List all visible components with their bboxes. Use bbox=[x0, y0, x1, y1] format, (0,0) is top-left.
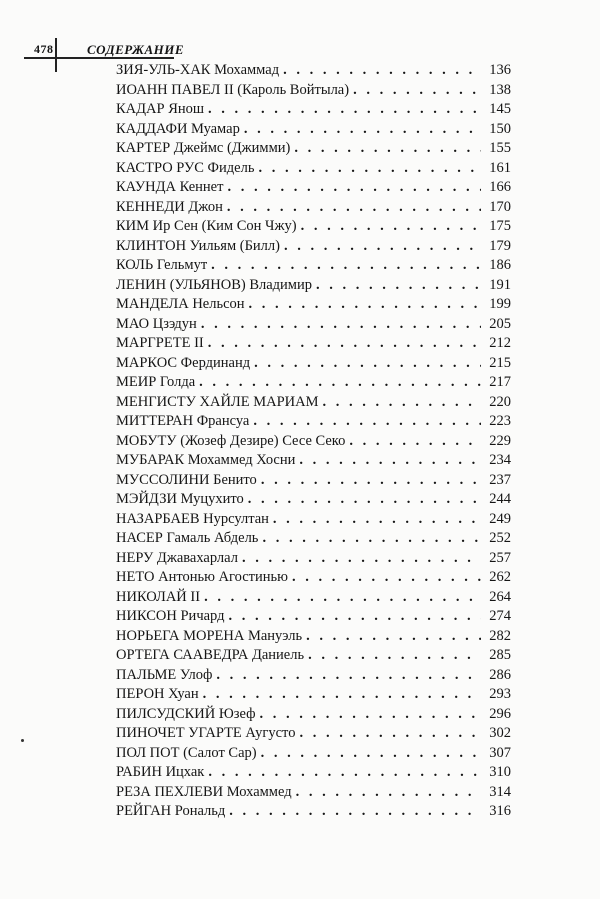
toc-entry[interactable] bbox=[116, 81, 511, 101]
toc-entry[interactable] bbox=[116, 802, 511, 822]
toc-entry-title: ПОЛ ПОТ (Салот Сар) bbox=[116, 744, 257, 761]
toc-entry-title: КЕННЕДИ Джон bbox=[116, 198, 223, 215]
toc-entry-page: 293 bbox=[489, 686, 511, 702]
dot-leader bbox=[208, 763, 481, 783]
toc-entry-title: НОРЬЕГА МОРЕНА Мануэль bbox=[116, 627, 303, 644]
toc-entry-page: 161 bbox=[489, 159, 511, 176]
toc-entry-page: 138 bbox=[489, 81, 511, 98]
toc-entry-title: НИКСОН Ричард bbox=[116, 608, 225, 624]
toc-entry-page: 223 bbox=[489, 413, 511, 429]
dot-leader bbox=[211, 256, 481, 276]
dot-leader bbox=[353, 81, 481, 101]
toc-entry-page: 175 bbox=[489, 218, 511, 234]
toc-entry-page: 150 bbox=[489, 120, 511, 137]
dot-leader bbox=[208, 100, 481, 120]
toc-entry-title: МУССОЛИНИ Бенито bbox=[116, 471, 257, 488]
toc-entry-title: МОБУТУ (Жозеф Дезире) Сесе Секо bbox=[116, 432, 346, 449]
toc-entry-title: ПАЛЬМЕ Улоф bbox=[116, 666, 213, 683]
toc-entry-page: 314 bbox=[489, 783, 511, 800]
toc-entry[interactable] bbox=[116, 393, 511, 413]
toc-entry-title: НАСЕР Гамаль Абдель bbox=[116, 530, 259, 546]
toc-entry-page: 186 bbox=[489, 257, 511, 273]
toc-entry[interactable] bbox=[116, 217, 511, 237]
toc-entry-title: РАБИН Ицхак bbox=[116, 764, 205, 780]
page-number: 478 bbox=[34, 42, 54, 56]
toc-entry-page: 234 bbox=[489, 452, 511, 468]
toc-entry-title: МАО Цзэдун bbox=[116, 315, 197, 332]
dot-leader bbox=[216, 666, 481, 686]
dot-leader bbox=[228, 607, 481, 627]
toc-entry-page: 285 bbox=[489, 647, 511, 663]
toc-entry[interactable] bbox=[116, 685, 511, 705]
toc-entry[interactable] bbox=[116, 412, 511, 432]
toc-entry-page: 249 bbox=[489, 510, 511, 527]
toc-entry[interactable] bbox=[116, 256, 511, 276]
dot-leader bbox=[316, 276, 481, 296]
dot-leader bbox=[229, 802, 481, 822]
dot-leader bbox=[227, 178, 481, 198]
toc-entry[interactable] bbox=[116, 178, 511, 198]
toc-entry-title: РЕЙГАН Рональд bbox=[116, 803, 226, 819]
toc-entry-title: МЕНГИСТУ ХАЙЛЕ МАРИАМ bbox=[116, 393, 319, 410]
dot-leader bbox=[294, 139, 481, 159]
header-rule bbox=[24, 57, 174, 59]
dot-leader bbox=[258, 159, 481, 179]
toc-entry-title: КАРТЕР Джеймс (Джимми) bbox=[116, 140, 291, 156]
toc-entry[interactable] bbox=[116, 529, 511, 549]
toc-entry[interactable] bbox=[116, 666, 511, 686]
toc-entry[interactable] bbox=[116, 627, 511, 647]
dot-leader bbox=[299, 451, 481, 471]
dot-leader bbox=[349, 432, 481, 452]
toc-entry[interactable] bbox=[116, 237, 511, 257]
toc-entry-title: КАДАР Янош bbox=[116, 101, 205, 117]
toc-entry-title: КАУНДА Кеннет bbox=[116, 179, 224, 195]
dot-leader bbox=[273, 510, 481, 530]
toc-entry-page: 145 bbox=[489, 101, 511, 117]
toc-entry-title: ИОАНН ПАВЕЛ II (Кароль Войтыла) bbox=[116, 81, 350, 98]
toc-entry-page: 307 bbox=[489, 744, 511, 761]
dot-leader bbox=[284, 237, 481, 257]
toc-entry[interactable] bbox=[116, 159, 511, 179]
toc-entry-title: МУБАРАК Мохаммед Хосни bbox=[116, 452, 296, 468]
toc-entry[interactable] bbox=[116, 198, 511, 218]
toc-entry-title: КОЛЬ Гельмут bbox=[116, 257, 208, 273]
header-divider bbox=[55, 38, 57, 72]
toc-entry-page: 310 bbox=[489, 764, 511, 780]
toc-entry-page: 215 bbox=[489, 354, 511, 371]
toc-entry-page: 237 bbox=[489, 471, 511, 488]
toc-entry-page: 229 bbox=[489, 432, 511, 449]
toc-entry-page: 170 bbox=[489, 198, 511, 215]
toc-entry[interactable] bbox=[116, 705, 511, 725]
toc-entry[interactable] bbox=[116, 295, 511, 315]
dot-leader bbox=[306, 627, 481, 647]
toc-entry[interactable] bbox=[116, 432, 511, 452]
toc-entry-page: 264 bbox=[489, 588, 511, 605]
toc-entry-title: НИКОЛАЙ II bbox=[116, 588, 201, 605]
toc-entry-title: НЕРУ Джавахарлал bbox=[116, 549, 238, 566]
toc-entry-page: 296 bbox=[489, 705, 511, 722]
toc-entry[interactable] bbox=[116, 763, 511, 783]
toc-entry[interactable] bbox=[116, 510, 511, 530]
toc-entry-page: 191 bbox=[489, 276, 511, 293]
margin-mark bbox=[21, 739, 24, 742]
dot-leader bbox=[199, 373, 481, 393]
dot-leader bbox=[301, 217, 481, 237]
toc-entry[interactable] bbox=[116, 471, 511, 491]
toc-entry-title: ЗИЯ-УЛЬ-ХАК Мохаммад bbox=[116, 62, 280, 78]
toc-entry[interactable] bbox=[116, 120, 511, 140]
dot-leader bbox=[299, 724, 481, 744]
toc-entry-title: ЛЕНИН (УЛЬЯНОВ) Владимир bbox=[116, 276, 312, 293]
dot-leader bbox=[249, 295, 481, 315]
dot-leader bbox=[204, 588, 481, 608]
toc-entry-title: РЕЗА ПЕХЛЕВИ Мохаммед bbox=[116, 783, 292, 800]
toc-entry-page: 217 bbox=[489, 374, 511, 390]
dot-leader bbox=[208, 334, 481, 354]
dot-leader bbox=[201, 315, 481, 335]
toc-entry-title: ПИНОЧЕТ УГАРТЕ Аугусто bbox=[116, 725, 296, 741]
toc-entry[interactable] bbox=[116, 724, 511, 744]
table-of-contents bbox=[116, 61, 511, 822]
toc-entry-page: 282 bbox=[489, 627, 511, 644]
page-title: СОДЕРЖАНИЕ bbox=[87, 42, 185, 57]
dot-leader bbox=[262, 529, 481, 549]
toc-entry-title: НЕТО Антонью Агостинью bbox=[116, 569, 288, 585]
toc-entry[interactable] bbox=[116, 744, 511, 764]
toc-entry-page: 244 bbox=[489, 491, 511, 507]
dot-leader bbox=[260, 705, 482, 725]
toc-entry[interactable] bbox=[116, 646, 511, 666]
toc-entry[interactable] bbox=[116, 373, 511, 393]
toc-entry[interactable] bbox=[116, 139, 511, 159]
toc-entry-title: НАЗАРБАЕВ Нурсултан bbox=[116, 510, 269, 527]
toc-entry-page: 155 bbox=[489, 140, 511, 156]
dot-leader bbox=[283, 61, 481, 81]
toc-entry-title: МАРГРЕТЕ II bbox=[116, 335, 204, 351]
toc-entry[interactable] bbox=[116, 549, 511, 569]
toc-entry-title: МАНДЕЛА Нельсон bbox=[116, 296, 245, 312]
toc-entry[interactable] bbox=[116, 276, 511, 296]
toc-entry-page: 257 bbox=[489, 549, 511, 566]
toc-entry[interactable] bbox=[116, 354, 511, 374]
toc-entry-page: 252 bbox=[489, 530, 511, 546]
toc-entry-page: 220 bbox=[489, 393, 511, 410]
toc-entry-page: 205 bbox=[489, 315, 511, 332]
toc-entry-title: КИМ Ир Сен (Ким Сон Чжу) bbox=[116, 218, 297, 234]
toc-entry-page: 262 bbox=[489, 569, 511, 585]
toc-entry-title: МЕИР Голда bbox=[116, 374, 196, 390]
toc-entry[interactable] bbox=[116, 61, 511, 81]
toc-entry[interactable] bbox=[116, 100, 511, 120]
toc-entry-page: 316 bbox=[489, 803, 511, 819]
toc-entry[interactable] bbox=[116, 568, 511, 588]
dot-leader bbox=[244, 120, 481, 140]
dot-leader bbox=[227, 198, 481, 218]
toc-entry-title: МИТТЕРАН Франсуа bbox=[116, 413, 250, 429]
toc-entry-page: 286 bbox=[489, 666, 511, 683]
toc-entry-page: 199 bbox=[489, 296, 511, 312]
toc-entry[interactable] bbox=[116, 588, 511, 608]
toc-entry-page: 179 bbox=[489, 237, 511, 254]
dot-leader bbox=[261, 744, 481, 764]
toc-entry-page: 212 bbox=[489, 335, 511, 351]
toc-entry-title: ОРТЕГА СААВЕДРА Даниель bbox=[116, 647, 305, 663]
dot-leader bbox=[261, 471, 481, 491]
toc-entry-page: 274 bbox=[489, 608, 511, 624]
toc-entry[interactable] bbox=[116, 783, 511, 803]
dot-leader bbox=[308, 646, 481, 666]
dot-leader bbox=[203, 685, 481, 705]
dot-leader bbox=[242, 549, 481, 569]
toc-entry-title: КЛИНТОН Уильям (Билл) bbox=[116, 237, 280, 254]
toc-entry-page: 136 bbox=[489, 62, 511, 78]
toc-entry-page: 302 bbox=[489, 725, 511, 741]
dot-leader bbox=[296, 783, 481, 803]
dot-leader bbox=[248, 490, 481, 510]
toc-entry[interactable] bbox=[116, 490, 511, 510]
toc-entry-title: МЭЙДЗИ Муцухито bbox=[116, 491, 244, 507]
toc-entry-page: 166 bbox=[489, 179, 511, 195]
toc-entry[interactable] bbox=[116, 451, 511, 471]
toc-entry[interactable] bbox=[116, 607, 511, 627]
dot-leader bbox=[254, 354, 481, 374]
toc-entry-title: ПИЛСУДСКИЙ Юзеф bbox=[116, 705, 256, 722]
toc-entry[interactable] bbox=[116, 334, 511, 354]
toc-entry-title: КАСТРО РУС Фидель bbox=[116, 159, 255, 176]
toc-entry-title: МАРКОС Фердинанд bbox=[116, 354, 251, 371]
toc-entry-title: ПЕРОН Хуан bbox=[116, 686, 199, 702]
dot-leader bbox=[253, 412, 481, 432]
dot-leader bbox=[292, 568, 481, 588]
toc-entry[interactable] bbox=[116, 315, 511, 335]
toc-entry-title: КАДДАФИ Муамар bbox=[116, 120, 240, 137]
dot-leader bbox=[323, 393, 482, 413]
